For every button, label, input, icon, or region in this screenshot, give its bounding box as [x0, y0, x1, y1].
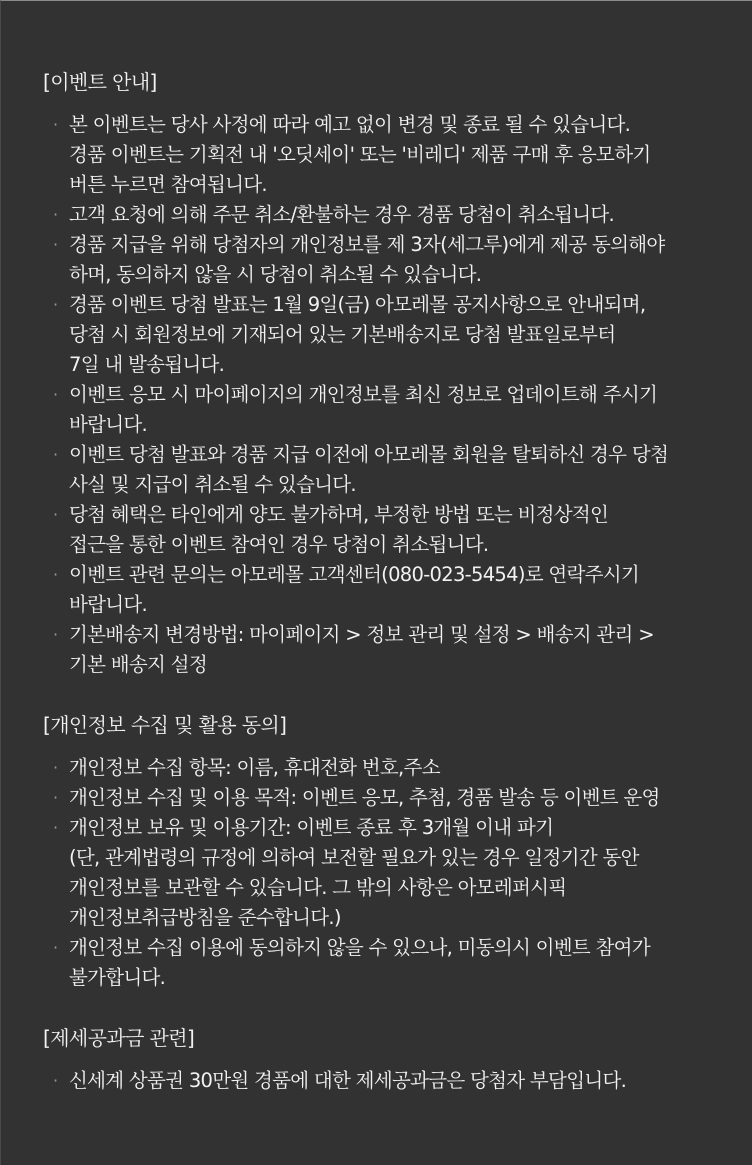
list-item — [43, 290, 722, 380]
list-item — [43, 560, 722, 620]
notice-sections — [43, 67, 722, 1096]
list-item — [43, 933, 722, 993]
list-item — [43, 110, 722, 200]
list-item-text-line: 경품 이벤트는 기획전 내 '오딧세이' 또는 '비레디' 제품 구매 후 응모하기 — [69, 143, 651, 166]
list-item — [43, 500, 722, 560]
list-item-text-line: 기본배송지 변경방법: 마이페이지 > 정보 관리 및 설정 > 배송지 관리 > — [69, 623, 654, 646]
bullet-dot-icon: · — [53, 565, 58, 584]
bullet-dot-icon: · — [53, 1071, 58, 1090]
bullet-dot-icon: · — [53, 758, 58, 777]
list-item-text-line: 신세계 상품권 30만원 경품에 대한 제세공과금은 당첨자 부담입니다. — [69, 1069, 627, 1092]
list-item-text-line: 바랍니다. — [69, 593, 148, 616]
list-item — [43, 620, 722, 680]
bullet-dot-icon: · — [53, 205, 58, 224]
list-item — [43, 440, 722, 500]
bullet-dot-icon: · — [53, 818, 58, 837]
list-item-text-line: 경품 지급을 위해 당첨자의 개인정보를 제 3자(세그루)에게 제공 동의해야 — [69, 233, 665, 256]
list-item-text-line: (단, 관계법령의 규정에 의하여 보전할 필요가 있는 경우 일정기간 동안 — [69, 846, 639, 869]
list-item-text-line: 이벤트 응모 시 마이페이지의 개인정보를 최신 정보로 업데이트해 주시기 — [69, 383, 658, 406]
list-item-text-line: 당첨 시 회원정보에 기재되어 있는 기본배송지로 당첨 발표일로부터 — [69, 323, 616, 346]
list-item-text-line: 당첨 혜택은 타인에게 양도 불가하며, 부정한 방법 또는 비정상적인 — [69, 503, 609, 526]
privacy-consent-section — [43, 710, 722, 993]
list-item — [43, 230, 722, 290]
list-item-text-line: 불가합니다. — [69, 966, 166, 989]
event-info-section — [43, 67, 722, 680]
bullet-dot-icon: · — [53, 625, 58, 644]
list-item-text-line: 개인정보취급방침을 준수합니다.) — [69, 906, 341, 929]
list-item-text-line: 개인정보 수집 및 이용 목적: 이벤트 응모, 추첨, 경품 발송 등 이벤트 운영 — [69, 786, 660, 809]
list-item-text-line: 경품 이벤트 당첨 발표는 1월 9일(금) 아모레몰 공지사항으로 안내되며, — [69, 293, 646, 316]
notice-list — [43, 110, 722, 680]
bullet-dot-icon: · — [53, 295, 58, 314]
list-item-text-line: 고객 요청에 의해 주문 취소/환불하는 경우 경품 당첨이 취소됩니다. — [69, 203, 615, 226]
bullet-dot-icon: · — [53, 788, 58, 807]
tax-section — [43, 1023, 722, 1096]
list-item-text-line: 버튼 누르면 참여됩니다. — [69, 173, 267, 196]
bullet-dot-icon: · — [53, 235, 58, 254]
list-item-text-line: 이벤트 당첨 발표와 경품 지급 이전에 아모레몰 회원을 탈퇴하신 경우 당첨 — [69, 443, 669, 466]
bullet-dot-icon: · — [53, 938, 58, 957]
list-item — [43, 783, 722, 813]
list-item — [43, 200, 722, 230]
list-item-text-line: 개인정보를 보관할 수 있습니다. 그 밖의 사항은 아모레퍼시픽 — [69, 876, 567, 899]
list-item — [43, 1066, 722, 1096]
list-item — [43, 813, 722, 933]
list-item-text-line: 본 이벤트는 당사 사정에 따라 예고 없이 변경 및 종료 될 수 있습니다. — [69, 113, 631, 136]
section-title: [이벤트 안내] — [43, 70, 157, 94]
list-item-text-line: 접근을 통한 이벤트 참여인 경우 당첨이 취소됩니다. — [69, 533, 489, 556]
list-item-text-line: 7일 내 발송됩니다. — [69, 353, 225, 376]
section-title: [제세공과금 관련] — [43, 1026, 195, 1050]
list-item-text-line: 사실 및 지급이 취소될 수 있습니다. — [69, 473, 356, 496]
bullet-dot-icon: · — [53, 385, 58, 404]
list-item-text-line: 개인정보 수집 이용에 동의하지 않을 수 있으나, 미동의시 이벤트 참여가 — [69, 936, 650, 959]
list-item-text-line: 이벤트 관련 문의는 아모레몰 고객센터(080-023-5454)로 연락주시기 — [69, 563, 640, 586]
list-item — [43, 380, 722, 440]
list-item-text-line: 개인정보 보유 및 이용기간: 이벤트 종료 후 3개월 이내 파기 — [69, 816, 554, 839]
list-item-text-line: 기본 배송지 설정 — [69, 653, 207, 676]
notice-list — [43, 753, 722, 993]
list-item-text-line: 개인정보 수집 항목: 이름, 휴대전화 번호,주소 — [69, 756, 440, 779]
notice-list — [43, 1066, 722, 1096]
section-title: [개인정보 수집 및 활용 동의] — [43, 713, 287, 737]
bullet-dot-icon: · — [53, 115, 58, 134]
list-item-text-line: 바랍니다. — [69, 413, 148, 436]
bullet-dot-icon: · — [53, 505, 58, 524]
list-item — [43, 753, 722, 783]
list-item-text-line: 하며, 동의하지 않을 시 당첨이 취소될 수 있습니다. — [69, 263, 482, 286]
bullet-dot-icon: · — [53, 445, 58, 464]
